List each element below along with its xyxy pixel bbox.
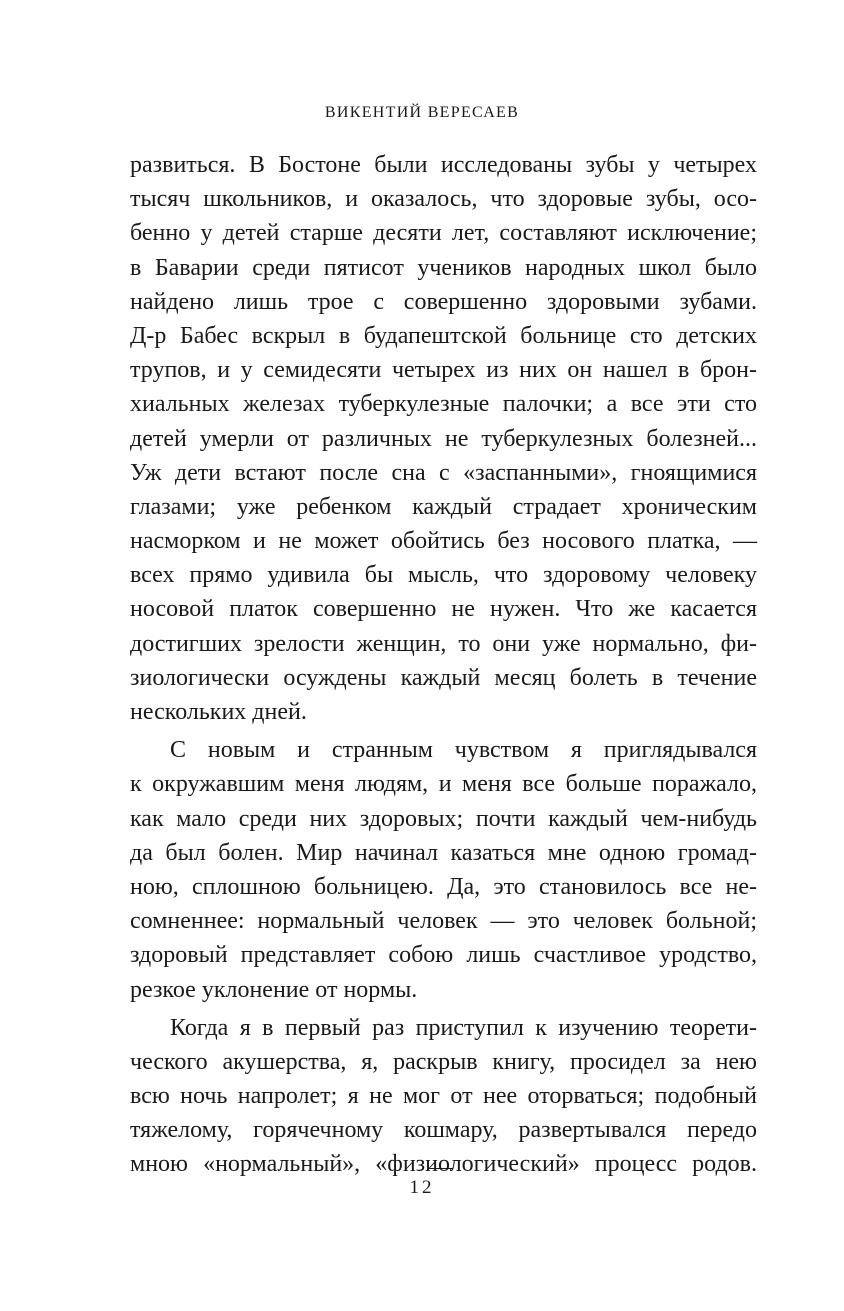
- text-line: мною «нормальный», «физиологический» процесс родов.: [130, 1151, 757, 1178]
- text-line: развиться. В Бостоне были исследованы зубы у четырех: [130, 152, 757, 178]
- text-line: трупов, и у семидесяти четырех из них он нашел в брон-: [130, 357, 757, 384]
- text-line: всех прямо удивила бы мысль, что здоровому человеку: [130, 562, 757, 589]
- text-line: нескольких дней.: [130, 699, 307, 725]
- text-line: достигших зрелости женщин, то они уже нормально, фи-: [130, 630, 757, 657]
- text-line: всю ночь напролет; я не мог от нее оторваться; подобный: [130, 1083, 757, 1110]
- folio-rule: [427, 1168, 453, 1169]
- paragraph: [130, 733, 757, 1007]
- text-line: Д-р Бабес вскрыл в будапештской больнице сто детских: [130, 322, 757, 349]
- text-line: в Баварии среди пятисот учеников народных школ было: [130, 254, 757, 281]
- text-line: как мало среди них здоровых; почти каждый чем-нибудь: [130, 805, 757, 832]
- text-line: найдено лишь трое с совершенно здоровыми зубами.: [130, 288, 757, 315]
- text-line: к окружавшим меня людям, и меня все больше поражало,: [130, 771, 757, 798]
- text-line: бенно у детей старше десяти лет, составляют исключение;: [130, 220, 757, 247]
- text-line: зиологически осуждены каждый месяц болеть в течение: [130, 664, 757, 691]
- page-number: 12: [409, 1177, 435, 1198]
- paragraph: [130, 1011, 757, 1182]
- text-line: резкое уклонение от нормы.: [130, 976, 418, 1003]
- text-line: глазами; уже ребенком каждый страдает хроническим: [130, 493, 757, 520]
- running-head-author: ВИКЕНТИЙ ВЕРЕСАЕВ: [324, 104, 520, 121]
- text-line: Когда я в первый раз приступил к изучению теорети-: [170, 1014, 757, 1041]
- text-line: ческого акушерства, я, раскрыв книгу, просидел за нею: [130, 1048, 757, 1075]
- text-line: Уж дети встают после сна с «заспанными», гноящимися: [130, 459, 757, 486]
- text-line: носовой платок совершенно не нужен. Что же касается: [130, 596, 757, 623]
- text-line: сомненнее: нормальный человек — это человек больной;: [130, 908, 757, 935]
- text-line: С новым и странным чувством я приглядывался: [170, 737, 757, 764]
- text-line: да был болен. Мир начинал казаться мне одною громад-: [130, 839, 757, 866]
- text-line: насморком и не может обойтись без носового платка, —: [130, 528, 757, 555]
- text-line: хиальных железах туберкулезные палочки; а все эти сто: [130, 391, 757, 418]
- paragraph: [130, 148, 757, 729]
- body-text: [130, 148, 757, 1182]
- text-line: здоровый представляет собою лишь счастливое уродство,: [130, 942, 757, 969]
- text-line: тысяч школьников, и оказалось, что здоровые зубы, осо-: [130, 186, 757, 213]
- text-line: детей умерли от различных не туберкулезных болезней...: [130, 425, 757, 452]
- text-line: ною, сплошною больницею. Да, это становилось все не-: [130, 873, 757, 900]
- text-line: тяжелому, горячечному кошмару, развертывался передо: [130, 1117, 757, 1144]
